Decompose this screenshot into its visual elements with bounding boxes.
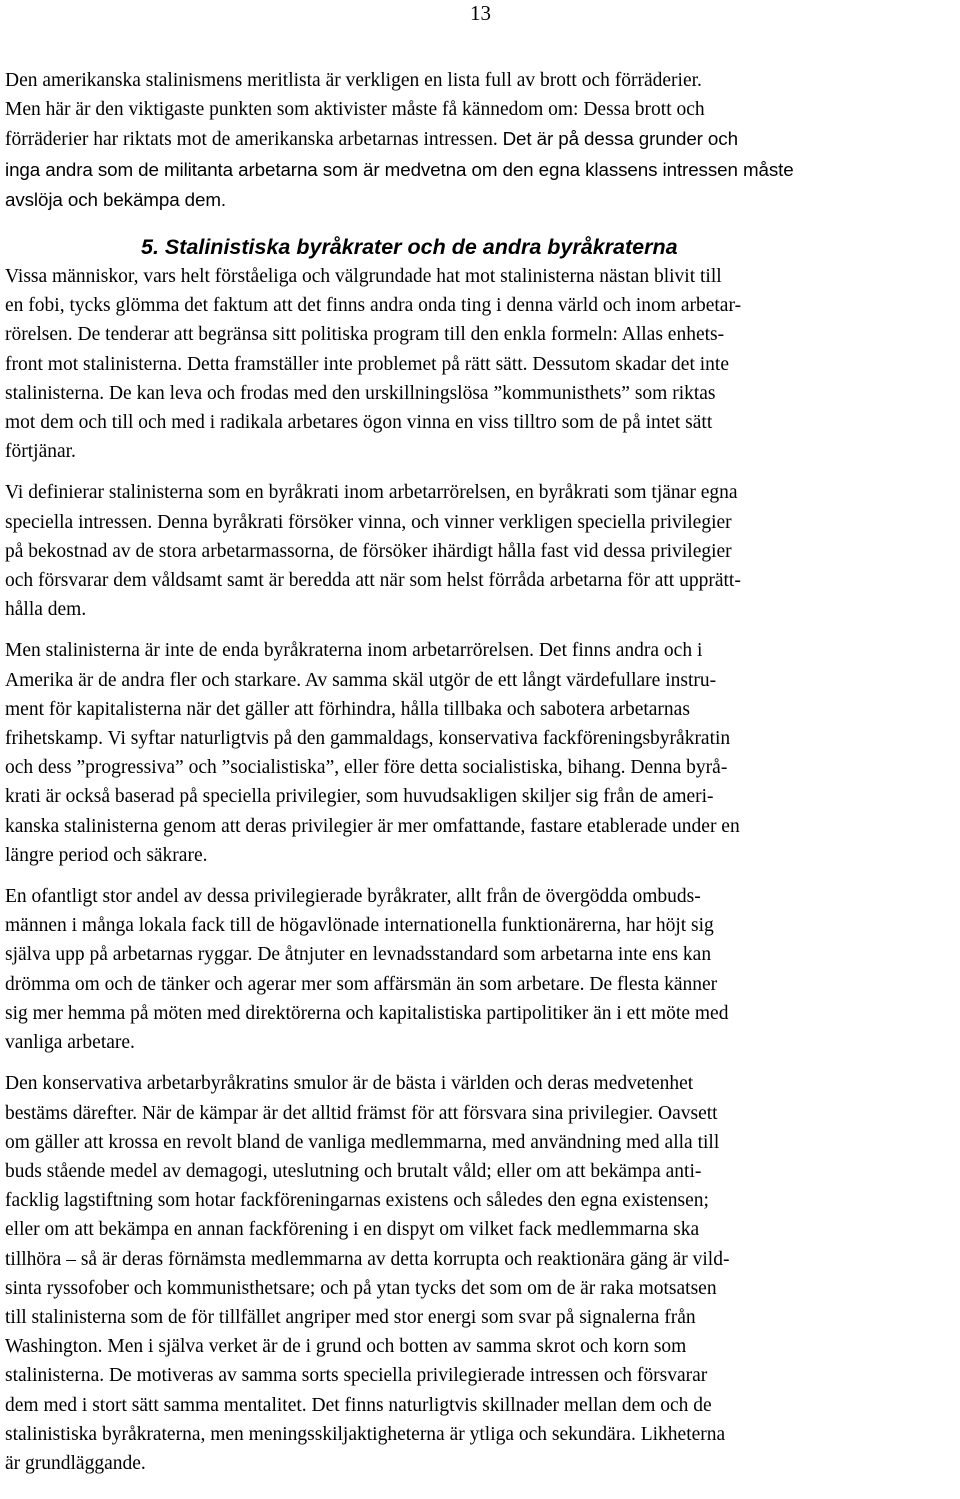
text-line: Men här är den viktigaste punkten som aktivister måste få kännedom om: Dessa brott och — [5, 99, 705, 121]
text-line: Washington. Men i själva verket är de i grund och botten av samma skrot och korn som — [5, 1336, 687, 1358]
text-line: avslöja och bekämpa dem. — [5, 188, 227, 210]
text-line: bestäms därefter. När de kämpar är det alltid främst för att försvara sina privilegier. Oavsett — [5, 1102, 718, 1124]
text-line: dem med i stort sätt samma mentalitet. Det finns naturligtvis skillnader mellan dem och de — [5, 1394, 712, 1416]
text-line: vanliga arbetare. — [5, 1032, 135, 1054]
text-line: Vi definierar stalinisterna som en byråkrati inom arbetarrörelsen, en byråkrati som tjänar egna — [5, 482, 738, 504]
text-line: rörelsen. De tenderar att begränsa sitt politiska program till den enkla formeln: Allas enhets- — [5, 324, 725, 346]
text-line: förräderier har riktats mot de amerikanska arbetarnas intressen. — [5, 129, 498, 151]
text-line: sig mer hemma på möten med direktörerna och kapitalistiska partipolitiker än i ett möte med — [5, 1002, 729, 1024]
text-line: en fobi, tycks glömma det faktum att det finns andra onda ting i denna värld och inom arbetar- — [5, 295, 742, 317]
text-line: om gäller att krossa en revolt bland de vanliga medlemmarna, med användning med alla till — [5, 1131, 720, 1153]
text-line: ment för kapitalisterna när det gäller att förhindra, hålla tillbaka och sabotera arbetarnas — [5, 698, 690, 720]
text-line: Den konservativa arbetarbyråkratins smulor är de bästa i världen och deras medvetenhet — [5, 1073, 694, 1095]
page-content — [5, 66, 945, 1478]
text-line: Men stalinisterna är inte de enda byråkraterna inom arbetarrörelsen. Det finns andra och i — [5, 640, 703, 662]
text-line: front mot stalinisterna. Detta framställer inte problemet på rätt sätt. Dessutom skadar det inte — [5, 353, 729, 375]
page-number: 13 — [470, 1, 491, 25]
body-paragraph — [5, 636, 945, 870]
text-line: stalinisterna. De motiveras av samma sorts speciella privilegierade intressen och försvarar — [5, 1365, 708, 1387]
text-line: på bekostnad av de stora arbetarmassorna, de försöker ihärdigt hålla fast vid dessa privilegier — [5, 540, 732, 562]
text-line: är grundläggande. — [5, 1452, 146, 1474]
body-paragraph — [5, 882, 945, 1057]
body-paragraph — [5, 1069, 945, 1478]
text-line: facklig lagstiftning som hotar fackföreningarnas existens och således den egna existensen; — [5, 1190, 709, 1212]
section-heading: 5. Stalinistiska byråkrater och de andra byråkraterna — [141, 235, 678, 260]
text-line: längre period och säkrare. — [5, 844, 208, 866]
text-line: och dess ”progressiva” och ”socialistiska”, eller före detta socialistiska, bihang. Denna byrå- — [5, 757, 728, 779]
text-line: buds stående medel av demagogi, uteslutning och brutalt våld; eller om att bekämpa anti- — [5, 1160, 702, 1182]
text-line: Amerika är de andra fler och starkare. Av samma skäl utgör de ett långt värdefullare instru- — [5, 669, 717, 691]
text-line: frihetskamp. Vi syftar naturligtvis på den gammaldags, konservativa fackföreningsbyråkratin — [5, 728, 731, 750]
text-line: En ofantligt stor andel av dessa privilegierade byråkrater, allt från de övergödda ombuds- — [5, 886, 701, 908]
text-line: stalinistiska byråkraterna, men meningsskiljaktigheterna är ytliga och sekundära. Likheterna — [5, 1423, 726, 1445]
text-line: krati är också baserad på speciella privilegier, som huvudsakligen skiljer sig från de ameri- — [5, 786, 714, 808]
text-line: Det är på dessa grunder och — [502, 128, 738, 150]
intro-paragraph — [5, 66, 945, 215]
text-line: mot dem och till och med i radikala arbetares ögon vinna en viss tilltro som de på intet sätt — [5, 412, 713, 434]
text-line: stalinisterna. De kan leva och frodas med den urskillningslösa ”kommunisthets” som riktas — [5, 382, 716, 404]
text-line: drömma om och de tänker och agerar mer som affärsmän än som arbetare. De flesta känner — [5, 973, 718, 995]
text-line: till stalinisterna som de för tillfället angriper med stor energi som svar på signalerna från — [5, 1306, 696, 1328]
text-line: eller om att bekämpa en annan fackförening i en dispyt om vilket fack medlemmarna ska — [5, 1219, 700, 1241]
text-line: sinta ryssofober och kommunisthetsare; och på ytan tycks det som om de är raka motsatsen — [5, 1277, 717, 1299]
text-line: inga andra som de militanta arbetarna som är medvetna om den egna klassens intressen måste — [5, 158, 794, 180]
text-line: kanska stalinisterna genom att deras privilegier är mer omfattande, fastare etablerade under en — [5, 815, 740, 837]
text-line: själva upp på arbetarnas ryggar. De åtnjuter en levnadsstandard som arbetarna inte ens kan — [5, 944, 712, 966]
body-paragraph — [5, 262, 945, 466]
body-paragraph — [5, 478, 945, 624]
text-line: männen i många lokala fack till de högavlönade internationella funktionärerna, har höjt sig — [5, 915, 714, 937]
text-line: hålla dem. — [5, 599, 87, 621]
text-line: speciella intressen. Denna byråkrati försöker vinna, och vinner verkligen speciella privilegier — [5, 511, 732, 533]
text-line: Den amerikanska stalinismens meritlista är verkligen en lista full av brott och förräderier. — [5, 70, 702, 91]
text-line: förtjänar. — [5, 441, 76, 463]
text-line: Vissa människor, vars helt förståeliga och välgrundade hat mot stalinisterna nästan blivit till — [5, 266, 722, 288]
text-line: tillhöra – så är deras förnämsta medlemmarna av detta korrupta och reaktionära gäng är vild- — [5, 1248, 730, 1270]
text-line: och försvarar dem våldsamt samt är beredda att när som helst förråda arbetarna för att upprätt- — [5, 570, 741, 592]
